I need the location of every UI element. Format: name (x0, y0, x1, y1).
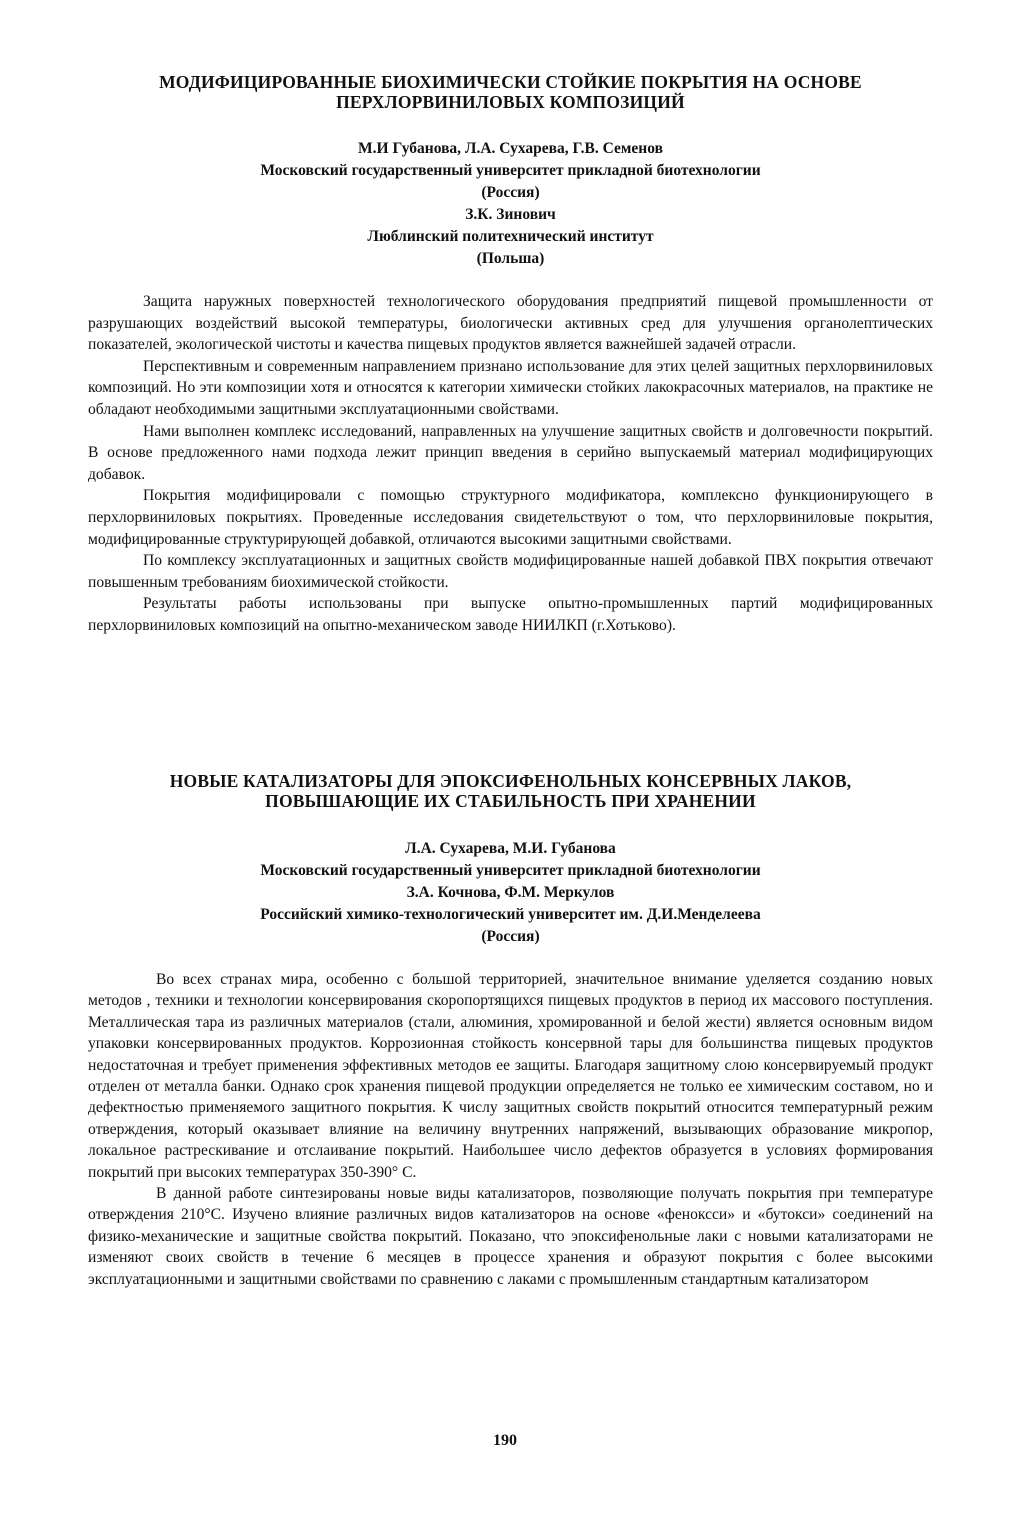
article-1 (88, 72, 933, 112)
article-2-title (88, 771, 933, 811)
article-1-title-line: ПЕРХЛОРВИНИЛОВЫХ КОМПОЗИЦИЙ (336, 92, 685, 112)
paragraph: Покрытия модифицировали с помощью структурного модификатора, комплексно функционирующего в перхлорвиниловых покрытиях. Проведенные исследования свидетельствуют о том, что перхлорвиниловые покрытия, модифицированные структурирующей добавкой, отличаются высокими защитными свойствами. (88, 487, 933, 548)
paragraph: Результаты работы использованы при выпуске опытно-промышленных партий модифицированных перхлорвиниловых композиций на опытно-механическом заводе НИИЛКП (г.Хотьково). (88, 595, 933, 634)
article-1-title-line: МОДИФИЦИРОВАННЫЕ БИОХИМИЧЕСКИ СТОЙКИЕ ПОКРЫТИЯ НА ОСНОВЕ (159, 72, 862, 92)
author-line: З.А. Кочнова, Ф.М. Меркулов (406, 884, 615, 901)
affiliation-line: Московский государственный университет прикладной биотехнологии (260, 862, 761, 879)
country-line: (Польша) (476, 250, 545, 267)
country-line: (Россия) (481, 184, 540, 201)
article-1-authors (88, 138, 933, 270)
article-2-title-line: НОВЫЕ КАТАЛИЗАТОРЫ ДЛЯ ЭПОКСИФЕНОЛЬНЫХ КОНСЕРВНЫХ ЛАКОВ, (169, 771, 852, 791)
affiliation-line: Люблинский политехнический институт (367, 228, 654, 245)
page-number: 190 (493, 1432, 517, 1449)
article-2-authors (88, 838, 933, 948)
affiliation-line: Российский химико-технологический университет им. Д.И.Менделеева (260, 906, 761, 923)
author-line: З.К. Зинович (465, 206, 556, 223)
paragraph: Во всех странах мира, особенно с большой территорией, значительное внимание уделяется созданию новых методов , техники и технологии консервирования скоропортящихся пищевых продуктов в период их массового поступления. Металлическая тара из различных материалов (стали, алюминия, хромированной и белой жести) является основным видом упаковки консервированных продуктов. Коррозионная стойкость консервной тары для большинства пищевых продуктов недостаточная и требует применения эффективных методов ее защиты. Благодаря защитному слою консервируемый продукт отделен от металла банки. Однако срок хранения пищевой продукции определяется не только ее химическим составом, но и дефектностью применяемого защитного покрытия. К числу защитных свойств покрытий относится температурный режим отверждения, который оказывает влияние на величину внутренних напряжений, вызывающих образование микропор, локальное растрескивание и отслаивание покрытий. Наибольшее число дефектов образуется в условиях формирования покрытий при высоких температурах 350-390° С. (88, 971, 933, 1181)
paragraph: Защита наружных поверхностей технологического оборудования предприятий пищевой промышленности от разрушающих воздействий высокой температуры, биологически активных сред для улучшения органолептических показателей, экологической чистоты и качества пищевых продуктов является важнейшей задачей отрасли. (88, 293, 933, 354)
paragraph: По комплексу эксплуатационных и защитных свойств модифицированные нашей добавкой ПВХ покрытия отвечают повышенным требованиям биохимической стойкости. (88, 552, 933, 591)
author-line: Л.А. Сухарева, М.И. Губанова (405, 840, 616, 857)
paragraph: Перспективным и современным направлением признано использование для этих целей защитных перхлорвиниловых композиций. Но эти композиции хотя и относятся к категории химически стойких лакокрасочных материалов, на практике не обладают необходимыми защитными эксплуатационными свойствами. (88, 357, 933, 418)
paragraph: Нами выполнен комплекс исследований, направленных на улучшение защитных свойств и долговечности покрытий. В основе предложенного нами подхода лежит принцип введения в серийно выпускаемый материал модифицирующих добавок. (88, 422, 933, 483)
article-1-body (88, 291, 933, 637)
article-2-title-line: ПОВЫШАЮЩИЕ ИХ СТАБИЛЬНОСТЬ ПРИ ХРАНЕНИИ (265, 791, 756, 811)
paragraph: В данной работе синтезированы новые виды катализаторов, позволяющие получать покрытия при температуре отверждения 210°С. Изучено влияние различных видов катализаторов на основе «феноксси» и «бутокси» соединений на физико-механические и защитные свойства покрытий. Показано, что эпоксифенольные лаки с новыми катализаторами не изменяют своих свойств в течение 6 месяцев в процессе хранения и образуют покрытия с более высокими эксплуатационными и защитными свойствами по сравнению с лаками с промышленным стандартным катализатором (88, 1185, 933, 1288)
article-2 (88, 771, 933, 811)
article-1-title (88, 72, 933, 112)
author-line: М.И Губанова, Л.А. Сухарева, Г.В. Семенов (358, 140, 663, 157)
country-line: (Россия) (481, 928, 540, 945)
article-2-body (88, 969, 933, 1290)
affiliation-line: Московский государственный университет прикладной биотехнологии (260, 162, 761, 179)
